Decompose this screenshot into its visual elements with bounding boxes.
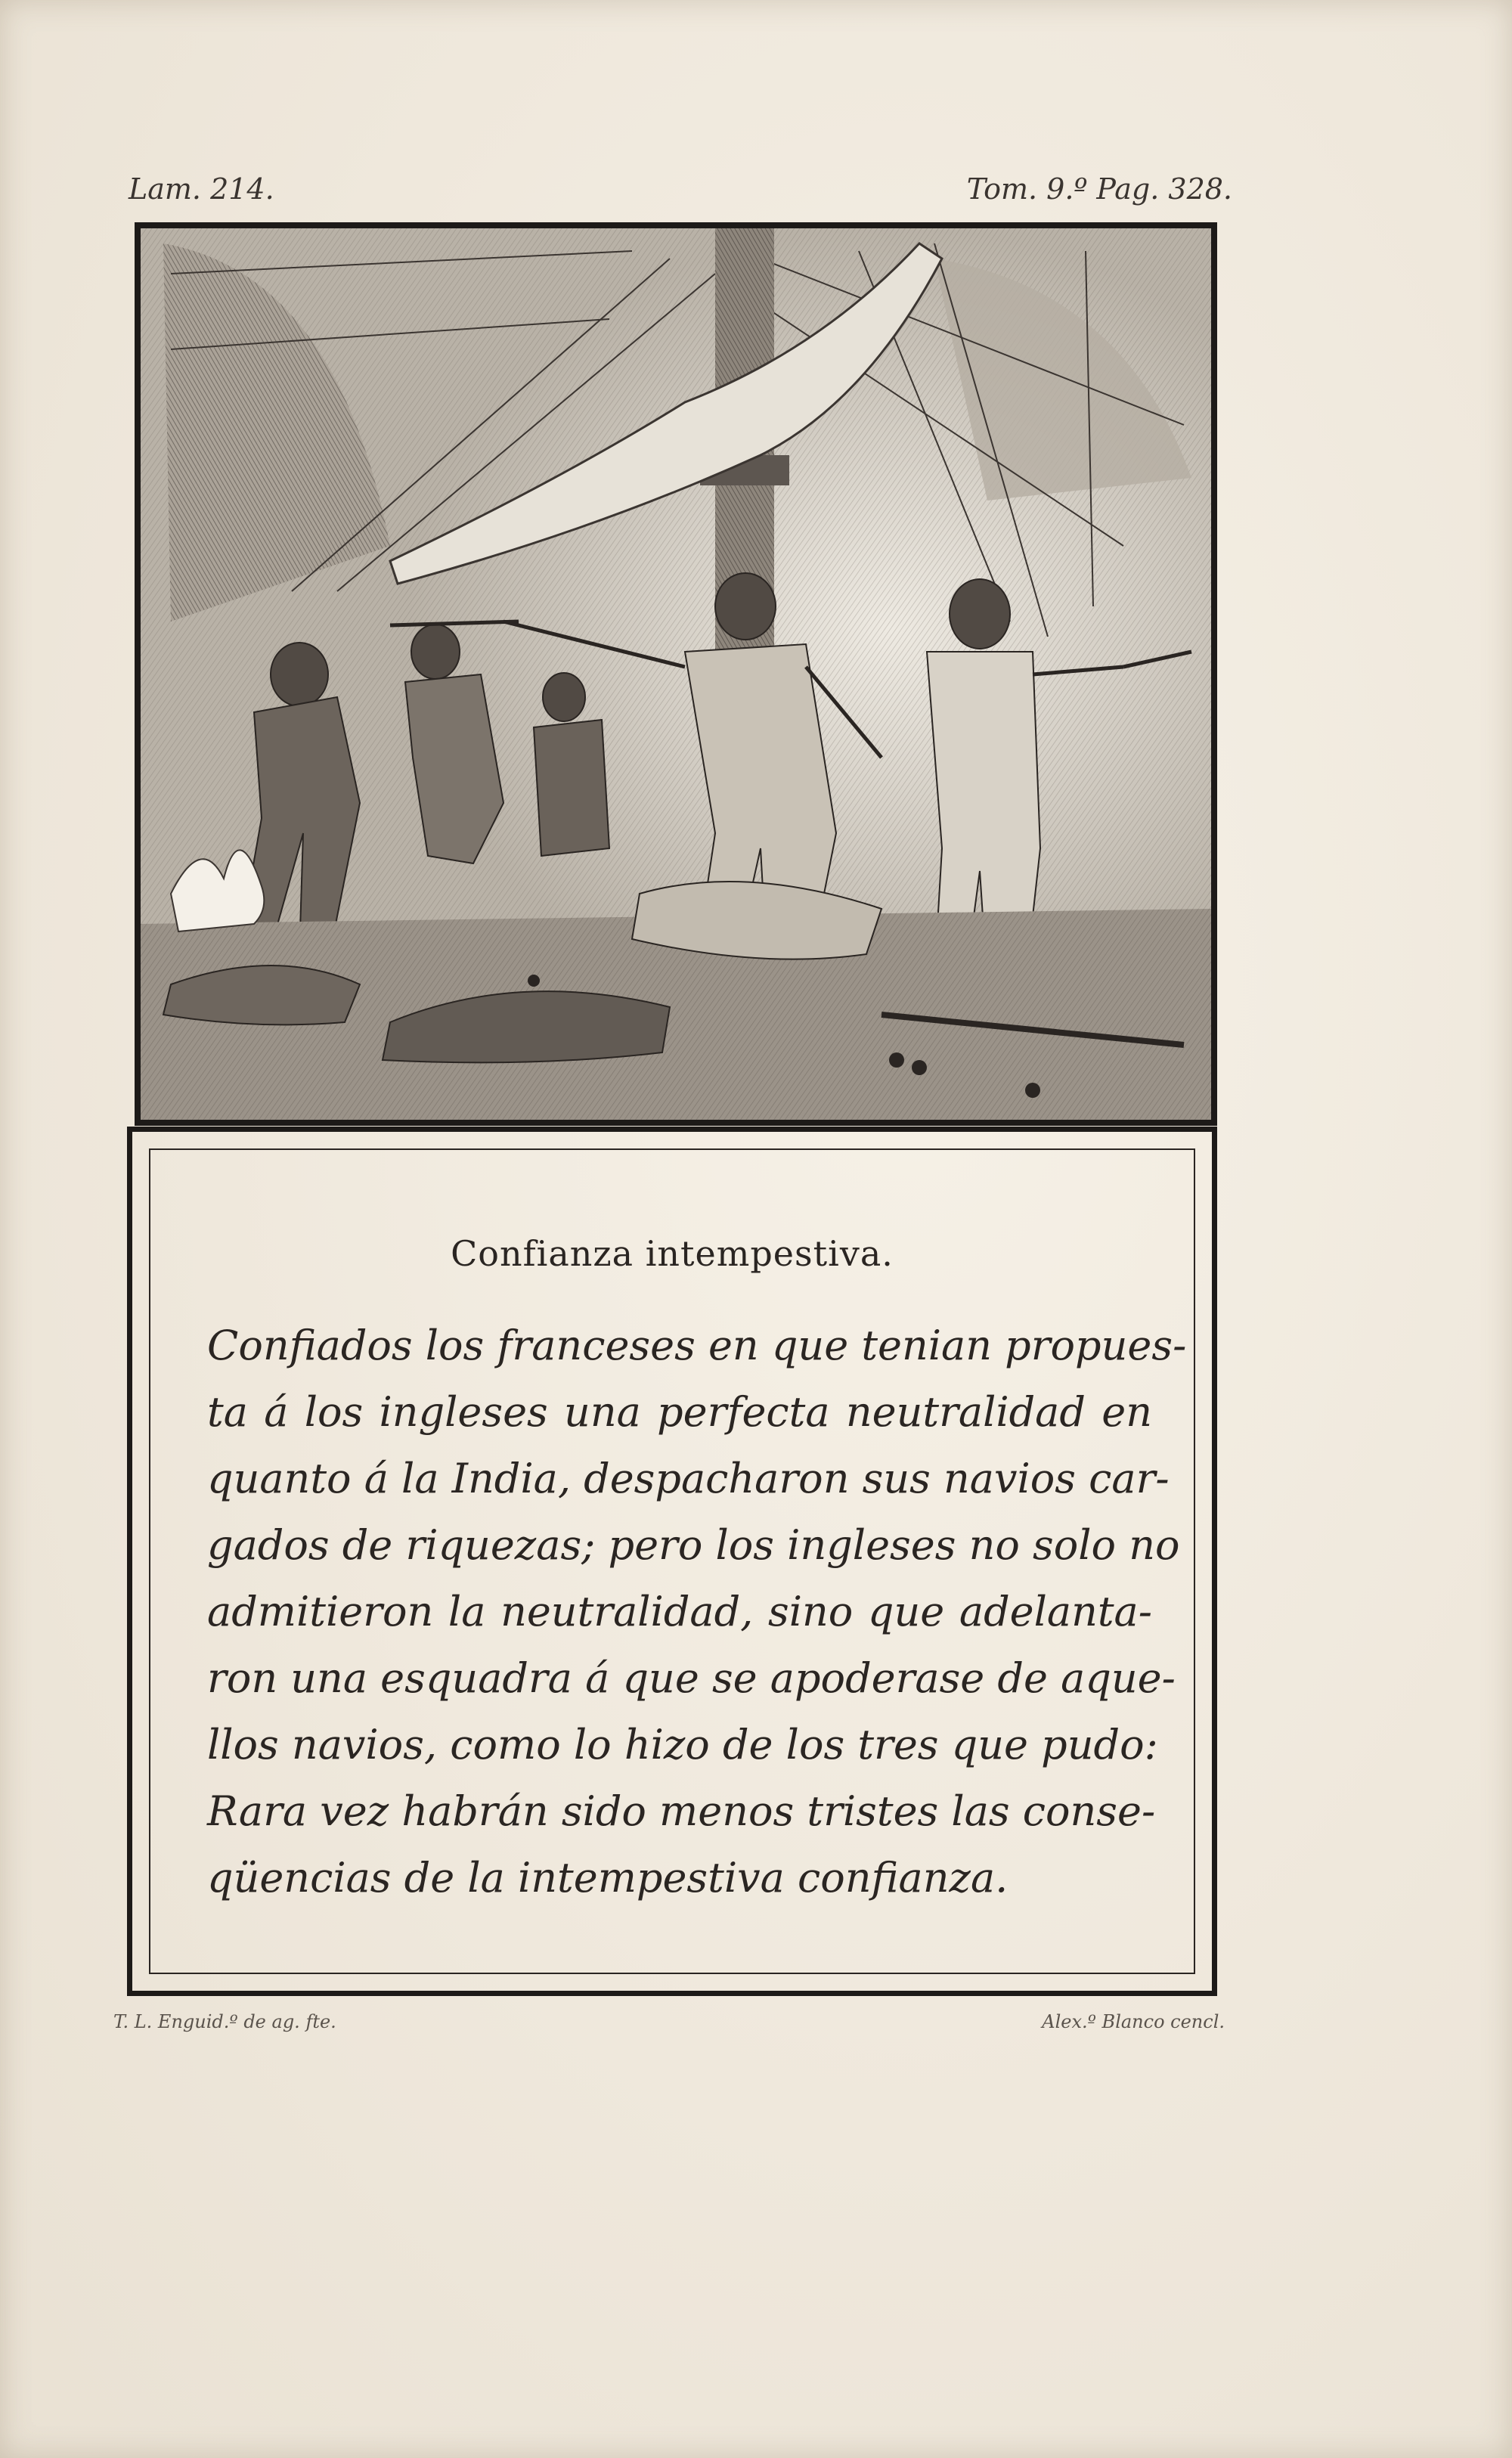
engraving-plate [135, 222, 1217, 1126]
caption-line: Confiados los franceses en que tenian propues- [207, 1322, 1187, 1369]
caption-title: Confianza intempestiva. [451, 1233, 894, 1274]
caption-line: quanto á la India, despacharon sus navios car- [207, 1455, 1170, 1502]
credits-footer [113, 2011, 1225, 2032]
artist-credit: Alex.º Blanco cencl. [1042, 2011, 1225, 2032]
caption-line: Rara vez habrán sido menos tristes las conse- [207, 1787, 1156, 1835]
volume-page-reference: Tom. 9.º Pag. 328. [966, 172, 1232, 206]
plate-number: Lam. 214. [129, 172, 274, 206]
caption-inner-border [149, 1148, 1195, 1974]
engraver-credit: T. L. Enguid.º de ag. fte. [113, 2011, 336, 2032]
caption-line: llos navios, como lo hizo de los tres que pudo: [207, 1721, 1158, 1768]
caption-line: qüencias de la intempestiva confianza. [207, 1854, 1009, 1902]
caption-line: ron una esquadra á que se apoderase de aque- [207, 1654, 1176, 1702]
engraving-illustration [141, 228, 1211, 1120]
plate-header [129, 172, 1232, 206]
caption-line: gados de riquezas; pero los ingleses no solo no [207, 1521, 1180, 1569]
caption-frame [127, 1127, 1217, 1996]
caption-line: admitieron la neutralidad, sino que adelanta- [207, 1588, 1152, 1635]
caption-body [207, 1313, 1187, 1911]
caption-line: ta á los ingleses una perfecta neutralidad en [207, 1388, 1152, 1436]
